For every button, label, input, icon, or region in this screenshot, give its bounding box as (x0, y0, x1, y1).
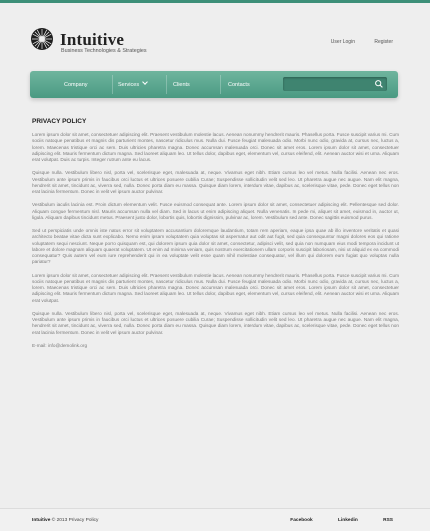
nav-divider (112, 75, 113, 94)
main-content (32, 118, 399, 348)
page-title: PRIVACY POLICY (32, 118, 87, 125)
facebook-link[interactable]: Facebook (290, 518, 313, 523)
policy-paragraph: Quisque nulla. Vestibulum libero nisl, porta vel, scelerisque eget, malesuada at, neque. Vivamus eget nibh. Etiam cursus leo vel metus. Nulla facilisi. Aenean nec eros. Vestibulum ante ipsum primis in faucibus orci luctus et ultrices posuere cubilia Curae; Suspendisse sollicitudin velit sed leo. Ut pharetra augue nec augue. Nam elit magna, hendrerit sit amet, tincidunt ac, viverra sed, nulla. Donec porta diam eu massa. Quisque diam lorem, interdum vitae, dapibus ac, scelerisque vitae, pede. Donec eget tellus non erat lacinia fermentum. Donec in velit vel ipsum auctor pulvinar. (32, 170, 399, 194)
footer-brand: Intuitive (32, 518, 51, 523)
nav-divider (220, 75, 221, 94)
email-label: E-mail: (32, 342, 47, 348)
policy-paragraph: Quisque nulla. Vestibulum libero nisl, porta vel, scelerisque eget, malesuada at, neque. Vivamus eget nibh. Etiam cursus leo vel metus. Nulla facilisi. Aenean nec eros. Vestibulum ante ipsum primis in faucibus orci luctus et ultrices posuere cubilia Curae; Suspendisse sollicitudin velit sed leo. Ut pharetra augue nec augue. Nam elit magna, hendrerit sit amet, tincidunt ac, viverra sed, nulla. Donec porta diam eu massa. Quisque diam lorem, interdum vitae, dapibus ac, scelerisque vitae, pede. Donec eget tellus non erat lacinia fermentum. Donec in velit vel ipsum auctor pulvinar. (32, 310, 399, 335)
copyright (32, 518, 98, 523)
logo-mark-icon[interactable] (30, 27, 54, 51)
email-line (32, 343, 399, 348)
policy-paragraph: Lorem ipsum dolor sit amet, consectetuer adipiscing elit. Praesent vestibulum molestie lacus. Aenean nonummy hendrerit mauris. Phasellus porta. Fusce suscipit varius mi. Cum sociis natoque penatibus et magnis dis parturient montes, nascetur ridiculus mus. Nulla dui. Fusce feugiat malesuada odio. Morbi nunc odio, gravida at, cursus nec, luctus a, lorem. Maecenas tristique orci ac sem. Duis ultricies pharetra magna. Donec accumsan malesuada orci. Donec sit amet eros. Lorem ipsum dolor sit amet, consectetuer adipiscing elit. Mauris fermentum dictum magna. Sed laoreet aliquam leo. Ut tellus dolor, dapibus eget, elementum vel, cursus eleifend, elit. Aenean auctor wisi et urna. Aliquam erat volutpat. (32, 272, 399, 303)
nav-item-label: Contacts (228, 82, 250, 88)
top-links (313, 39, 393, 45)
nav-divider (166, 75, 167, 94)
logo-subtitle: Business Technologies & Strategies (61, 48, 147, 54)
main-nav (30, 71, 398, 98)
email-link[interactable]: info@demolink.org (47, 342, 88, 348)
policy-paragraph: Sed ut perspiciatis unde omnis iste natus error sit voluptatem accusantium doloremque laudantium, totam rem aperiam, eaque ipsa quae ab illo inventore veritatis et quasi architecto beatae vitae dicta sunt explicabo. Nemo enim ipsam voluptatem quia voluptas sit aspernatur aut odit aut fugit, sed quia consequuntur magni dolores eos qui ratione voluptatem sequi nesciunt. Neque porro quisquam est, qui dolorem ipsum quia dolor sit amet, consectetur, adipisci velit, sed quia non numquam eius modi tempora incidunt ut labore et dolore magnam aliquam quaerat voluptatem. Ut enim ad minima veniam, quis nostrum exercitationem ullam corporis suscipit laboriosam, nisi ut aliquid ex ea commodi consequatur? Quis autem vel eum iure reprehenderit qui in ea voluptate velit esse quam nihil molestiae consequatur, vel illum qui dolorem eum fugiat quo voluptas nulla pariatur? (32, 228, 399, 265)
logo-title[interactable]: Intuitive (60, 30, 125, 49)
social-links (266, 518, 393, 523)
nav-item-company[interactable] (64, 82, 88, 88)
nav-item-label: Services (118, 82, 140, 88)
search-box (283, 77, 387, 91)
copyright-text[interactable]: © 2013 Privacy Policy (51, 518, 99, 523)
policy-paragraph: Lorem ipsum dolor sit amet, consectetuer adipiscing elit. Praesent vestibulum molestie lacus. Aenean nonummy hendrerit mauris. Phasellus porta. Fusce suscipit varius mi. Cum sociis natoque penatibus et magnis dis parturient montes, nascetur ridiculus mus. Nulla dui. Fusce feugiat malesuada odio. Morbi nunc odio, gravida at, cursus nec, luctus a, lorem. Maecenas tristique orci ac sem. Duis ultricies pharetra magna. Donec accumsan malesuada orci. Donec sit amet eros. Lorem ipsum dolor sit amet, consectetuer adipiscing elit. Mauris fermentum dictum magna. Sed laoreet aliquam leo. Ut tellus dolor, dapibus eget, elementum vel, cursus eleifend, elit. Aenean auctor wisi et urna. Aliquam erat volutpat. Duis ac turpis. Integer rutrum ante eu lacus. (32, 132, 399, 162)
nav-item-label: Clients (173, 82, 190, 88)
nav-item-contacts[interactable] (228, 82, 250, 88)
search-input[interactable] (287, 79, 367, 89)
register-link[interactable]: Register (374, 39, 393, 45)
nav-item-services[interactable] (118, 82, 147, 88)
chevron-down-icon (142, 79, 148, 85)
policy-paragraph: Vestibulum iaculis lacinia est. Proin dictum elementum velit. Fusce euismod consequat ante. Lorem ipsum dolor sit amet, consectetuer adipiscing elit. Pellentesque sed dolor. Aliquam congue fermentum nisl. Mauris accumsan nulla vel diam. Sed in lacus ut enim adipiscing aliquet. Nulla venenatis. In pede mi, aliquet sit amet, euismod in, auctor ut, ligula. Aliquam dapibus tincidunt metus. Praesent justo dolor, lobortis quis, lobortis dignissim, pulvinar ac, lorem. Vestibulum sed ante. Donec sagittis euismod purus. (32, 202, 399, 220)
site-footer (0, 509, 430, 531)
nav-item-label: Company (64, 82, 88, 88)
rss-link[interactable]: RSS (383, 518, 393, 523)
linkedin-link[interactable]: Linkedin (338, 518, 358, 523)
search-icon[interactable] (374, 79, 384, 89)
site-header (0, 3, 430, 61)
nav-item-clients[interactable] (173, 82, 190, 88)
user-login-link[interactable]: User Login (330, 39, 355, 45)
